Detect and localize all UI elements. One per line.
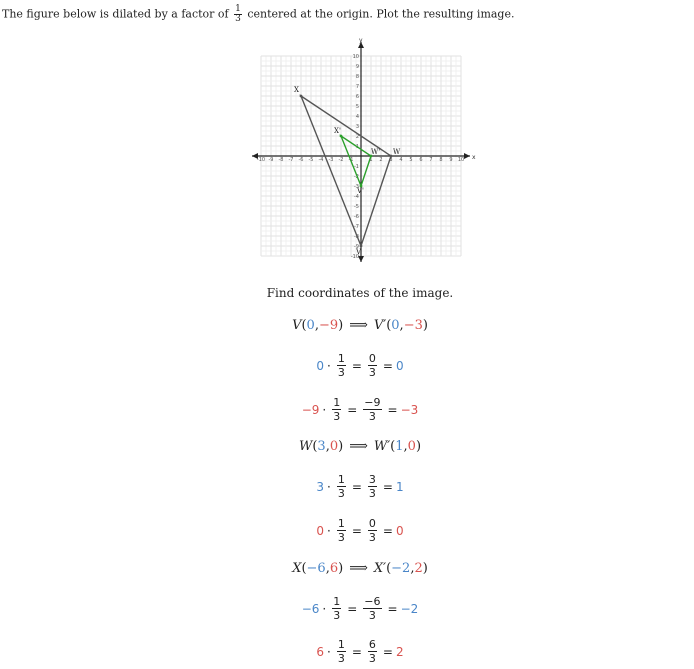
denominator: 3 xyxy=(337,652,345,665)
y-tick-label: 6 xyxy=(355,94,359,100)
calc-x-y xyxy=(0,638,694,665)
fraction xyxy=(363,595,381,622)
image-vertex-label: V' xyxy=(357,187,364,195)
x-tick-label: 8 xyxy=(439,157,443,163)
fraction xyxy=(332,595,341,622)
paren: ) xyxy=(422,318,428,333)
numerator: 0 xyxy=(368,517,376,530)
implies-arrow: ⟹ xyxy=(349,439,368,454)
times: · xyxy=(327,644,331,659)
y-tick-label: 8 xyxy=(355,74,359,80)
equals: = xyxy=(382,358,393,373)
x-axis-arrow-right xyxy=(464,153,470,159)
equals: = xyxy=(382,479,393,494)
denominator: 3 xyxy=(368,652,376,665)
paren: ( xyxy=(301,318,307,333)
numerator: −6 xyxy=(364,595,381,608)
point-name: V xyxy=(292,318,302,333)
fraction xyxy=(337,638,346,665)
fraction xyxy=(337,517,346,544)
point-name: W xyxy=(298,439,313,454)
paren: ( xyxy=(390,439,396,454)
x-tick-label: 1 xyxy=(369,157,373,163)
x-tick-label: -9 xyxy=(268,157,274,163)
calc-v-y xyxy=(0,396,694,423)
result: 0 xyxy=(395,523,404,538)
x-coord: 0 xyxy=(391,318,400,333)
numerator: 1 xyxy=(337,517,345,530)
times: · xyxy=(327,523,331,538)
fraction xyxy=(337,352,346,379)
x-tick-label: -6 xyxy=(298,157,304,163)
denominator: 3 xyxy=(368,531,376,544)
y-tick-label: -10 xyxy=(350,254,359,260)
result: −3 xyxy=(400,402,419,417)
image-point-name: W′ xyxy=(373,439,391,454)
mapping-v xyxy=(0,318,694,333)
y-coord: −3 xyxy=(403,318,423,333)
numerator: 0 xyxy=(368,352,376,365)
times: · xyxy=(327,358,331,373)
y-tick-label: -6 xyxy=(354,214,359,220)
paren: ) xyxy=(422,561,428,576)
y-coord: 0 xyxy=(407,439,416,454)
paren: ( xyxy=(312,439,318,454)
x-tick-label: -2 xyxy=(338,157,344,163)
x-coord: 3 xyxy=(317,439,326,454)
x-tick-label: 9 xyxy=(449,157,453,163)
x-tick-label: -5 xyxy=(308,157,314,163)
denominator: 3 xyxy=(368,410,376,423)
x-tick-label: 10 xyxy=(457,157,465,163)
numerator: 1 xyxy=(337,638,345,651)
x-tick-label: 2 xyxy=(379,157,383,163)
original-vertex xyxy=(360,245,363,248)
calc-v-x xyxy=(0,352,694,379)
paren: ( xyxy=(301,561,307,576)
x-tick-label: 6 xyxy=(419,157,423,163)
mapping-x xyxy=(0,561,694,576)
y-tick-label: -2 xyxy=(354,174,359,180)
implies-arrow: ⟹ xyxy=(349,561,368,576)
image-vertex-label: X' xyxy=(334,127,341,135)
x-coord: 1 xyxy=(395,439,404,454)
paren: ) xyxy=(338,561,344,576)
comma: , xyxy=(399,318,404,333)
y-tick-label: -5 xyxy=(354,204,359,210)
fraction xyxy=(363,396,381,423)
original-vertex-label: W xyxy=(393,148,401,156)
x-tick-label: -3 xyxy=(328,157,334,163)
numerator: 1 xyxy=(333,396,341,409)
y-tick-label: -1 xyxy=(354,164,359,170)
x-tick-label: -4 xyxy=(318,157,324,163)
y-tick-label: -8 xyxy=(354,234,359,240)
y-tick-label: 5 xyxy=(355,104,359,110)
y-tick-label: 1 xyxy=(355,144,359,150)
denominator: 3 xyxy=(337,531,345,544)
y-tick-label: 4 xyxy=(355,114,359,120)
coord-value: 0 xyxy=(316,358,325,373)
equals: = xyxy=(351,523,362,538)
mapping-w xyxy=(0,439,694,454)
paren: ) xyxy=(415,439,422,454)
image-point-name: X′ xyxy=(373,561,387,576)
result: 0 xyxy=(395,358,404,373)
original-vertex-label: X xyxy=(294,86,299,94)
equals: = xyxy=(382,523,393,538)
original-vertex-label: V xyxy=(356,248,362,256)
x-tick-label: 4 xyxy=(399,157,403,163)
find-coordinates-heading: Find coordinates of the image. xyxy=(266,286,454,300)
denominator: 3 xyxy=(368,366,376,379)
image-vertex-label: W' xyxy=(371,148,381,156)
x-tick-label: 5 xyxy=(409,157,413,163)
x-coord: 0 xyxy=(306,318,315,333)
y-tick-label: -7 xyxy=(354,224,359,230)
image-vertex xyxy=(340,135,343,138)
equals: = xyxy=(387,601,398,616)
times: · xyxy=(322,402,327,417)
numerator: 1 xyxy=(337,473,345,486)
denominator: 3 xyxy=(368,487,376,500)
coord-value: 6 xyxy=(316,644,325,659)
result: 1 xyxy=(395,479,404,494)
x-tick-label: -1 xyxy=(348,157,354,163)
result: 2 xyxy=(395,644,404,659)
x-coord: −2 xyxy=(391,561,411,576)
paren: ( xyxy=(386,318,392,333)
comma: , xyxy=(325,561,330,576)
y-tick-label: 3 xyxy=(355,124,359,130)
equals: = xyxy=(351,644,362,659)
fraction xyxy=(368,473,377,500)
y-coord: −9 xyxy=(318,318,339,333)
numerator: −9 xyxy=(364,396,381,409)
comma: , xyxy=(403,439,408,454)
scale-factor-denominator: 3 xyxy=(235,14,241,24)
fraction xyxy=(368,352,377,379)
coord-value: −6 xyxy=(301,601,320,616)
equals: = xyxy=(347,601,358,616)
denominator: 3 xyxy=(368,609,376,622)
original-vertex xyxy=(300,95,303,98)
y-tick-label: 7 xyxy=(355,84,359,90)
x-tick-label: -10 xyxy=(256,157,266,163)
result: −2 xyxy=(400,601,419,616)
fraction xyxy=(332,396,341,423)
y-tick-label: -9 xyxy=(354,244,359,250)
comma: , xyxy=(325,439,330,454)
paren: ( xyxy=(386,561,392,576)
denominator: 3 xyxy=(337,487,345,500)
calc-x-x xyxy=(0,595,694,622)
coord-value: −9 xyxy=(301,402,320,417)
x-coord: −6 xyxy=(306,561,326,576)
calc-w-y xyxy=(0,517,694,544)
numerator: 1 xyxy=(337,352,345,365)
y-coord: 6 xyxy=(329,561,339,576)
numerator: 1 xyxy=(333,595,341,608)
numerator: 3 xyxy=(368,473,376,486)
y-tick-label: -3 xyxy=(354,184,359,190)
numerator: 6 xyxy=(368,638,376,651)
scale-factor-fraction xyxy=(234,5,242,24)
fraction xyxy=(368,638,377,665)
denominator: 3 xyxy=(333,609,341,622)
y-tick-label: 10 xyxy=(352,54,359,60)
y-coord: 2 xyxy=(414,561,423,576)
paren: ) xyxy=(338,318,344,333)
fraction xyxy=(368,517,377,544)
y-coord: 0 xyxy=(329,439,339,454)
problem-statement xyxy=(2,5,514,24)
times: · xyxy=(322,601,327,616)
equals: = xyxy=(382,644,393,659)
y-tick-label: -4 xyxy=(354,194,359,200)
equals: = xyxy=(351,358,362,373)
equals: = xyxy=(347,402,358,417)
image-point-name: V′ xyxy=(373,318,387,333)
x-tick-label: 3 xyxy=(389,157,393,163)
denominator: 3 xyxy=(333,410,341,423)
calc-w-x xyxy=(0,473,694,500)
coord-value: 3 xyxy=(316,479,325,494)
equals: = xyxy=(351,479,362,494)
y-tick-label: 2 xyxy=(355,134,359,140)
y-tick-label: 9 xyxy=(355,64,359,70)
intro-before: The figure below is dilated by a factor of xyxy=(2,7,229,21)
equals: = xyxy=(387,402,398,417)
implies-arrow: ⟹ xyxy=(349,318,368,333)
comma: , xyxy=(314,318,319,333)
x-tick-label: -7 xyxy=(288,157,294,163)
coordinate-graph xyxy=(248,36,476,268)
fraction xyxy=(337,473,346,500)
times: · xyxy=(327,479,331,494)
comma: , xyxy=(410,561,415,576)
paren: ) xyxy=(338,439,344,454)
original-vertex xyxy=(390,155,393,158)
scale-factor-numerator: 1 xyxy=(235,4,241,14)
point-name: X xyxy=(292,561,302,576)
y-axis-label: y xyxy=(359,37,363,44)
coord-value: 0 xyxy=(316,523,325,538)
x-axis-label: x xyxy=(472,154,476,161)
intro-after: centered at the origin. Plot the resulting image. xyxy=(247,7,515,21)
x-tick-label: -8 xyxy=(278,157,284,163)
denominator: 3 xyxy=(337,366,345,379)
x-tick-label: 7 xyxy=(429,157,433,163)
